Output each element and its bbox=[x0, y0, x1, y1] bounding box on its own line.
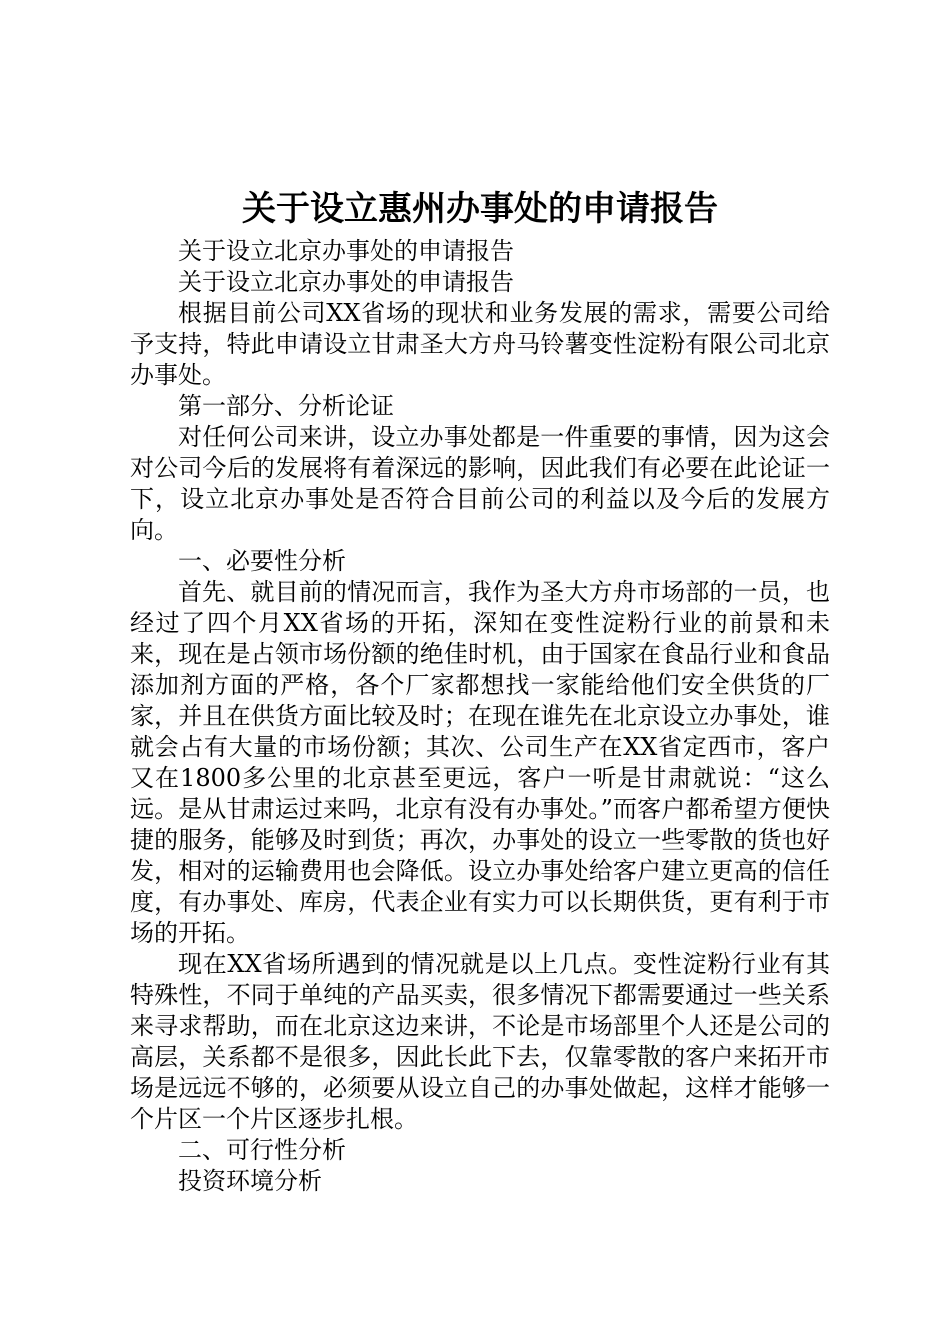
subsection-heading-investment-environment: 投资环境分析 bbox=[178, 1167, 322, 1195]
section-heading-necessity: 一、必要性分析 bbox=[178, 547, 346, 575]
paragraph-current-situation: 现在XX省场所遇到的情况就是以上几点。变性淀粉行业有其特殊性，不同于单纯的产品买卖，很多情况下都需要通过一些关系来寻求帮助，而在北京这边来讲，不论是市场部里个人还是公司的高层，关系都不是很多，因此长此下去，仅靠零散的客户来拓开市场是远远不够的，必须要从设立自己的办事处做起，这样才能够一个片区一个片区逐步扎根。 bbox=[130, 950, 830, 1133]
paragraph-necessity: 首先、就目前的情况而言，我作为圣大方舟市场部的一员，也经过了四个月XX省场的开拓，深知在变性淀粉行业的前景和未来，现在是占领市场份额的绝佳时机，由于国家在食品行业和食品添加剂方面的严格，各个厂家都想找一家能给他们安全供货的厂家，并且在供货方面比较及时；在现在谁先在北京设立办事处，谁就会占有大量的市场份额；其次、公司生产在XX省定西市，客户又在1800多公里的北京甚至更远，客户一听是甘肃就说：“这么远。是从甘肃运过来吗，北京有没有办事处。”而客户都希望方便快捷的服务，能够及时到货；再次，办事处的设立一些零散的货也好发，相对的运输费用也会降低。设立办事处给客户建立更高的信任度，有办事处、库房，代表企业有实力可以长期供货，更有利于市场的开拓。 bbox=[130, 578, 830, 947]
paragraph-heading-repeat-2: 关于设立北京办事处的申请报告 bbox=[178, 268, 514, 296]
paragraph-heading-repeat-1: 关于设立北京办事处的申请报告 bbox=[178, 237, 514, 265]
section-heading-feasibility: 二、可行性分析 bbox=[178, 1136, 346, 1164]
document-page bbox=[130, 186, 830, 1197]
paragraph-argument: 对任何公司来讲，设立办事处都是一件重要的事情，因为这会对公司今后的发展将有着深远的影响，因此我们有必要在此论证一下，设立北京办事处是否符合目前公司的利益以及今后的发展方向。 bbox=[130, 423, 830, 544]
paragraph-intro: 根据目前公司XX省场的现状和业务发展的需求，需要公司给予支持，特此申请设立甘肃圣大方舟马铃薯变性淀粉有限公司北京办事处。 bbox=[130, 299, 830, 389]
document-title: 关于设立惠州办事处的申请报告 bbox=[242, 189, 718, 229]
section-heading-part-one: 第一部分、分析论证 bbox=[178, 392, 394, 420]
